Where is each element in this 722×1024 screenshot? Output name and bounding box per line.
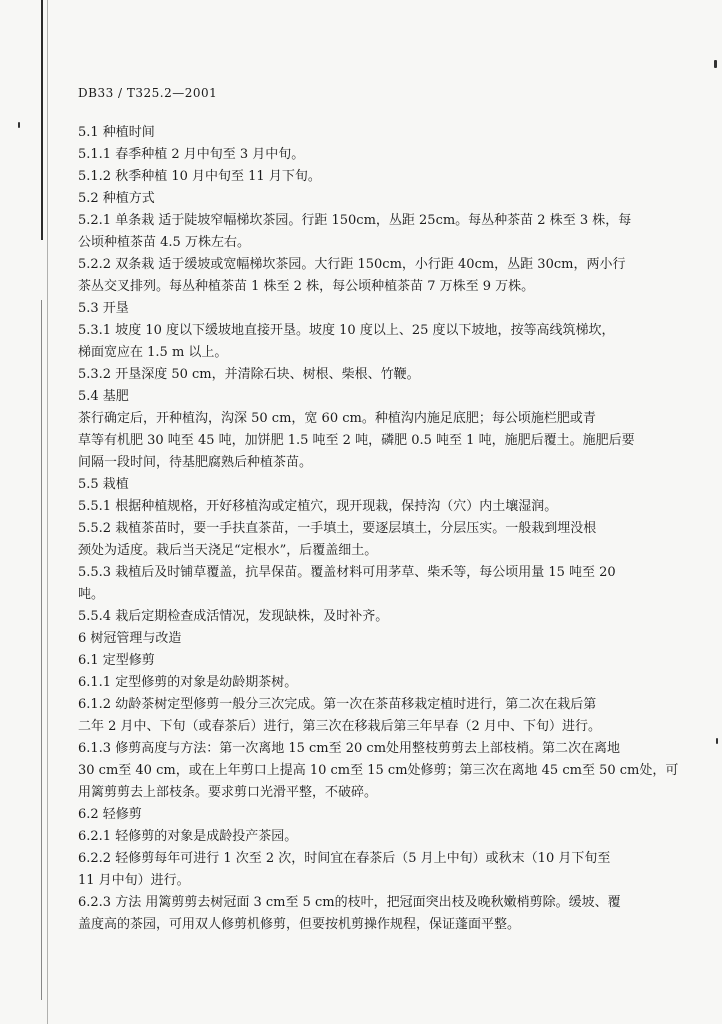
section-heading-5-5: 5.5 栽植 xyxy=(78,477,129,492)
clause-5-1-1: 5.1.1 春季种植 2 月中旬至 3 月中旬。 xyxy=(78,147,305,162)
document-body xyxy=(78,122,679,936)
scan-speck xyxy=(18,122,20,128)
section-heading-5-4: 5.4 基肥 xyxy=(78,389,129,404)
clause-6-1-2: 6.1.2 幼龄茶树定型修剪一般分三次完成。第一次在茶苗移栽定植时进行，第二次在栽后第 xyxy=(78,697,597,712)
scan-artifact-left-edge-lower xyxy=(41,300,42,1000)
document-header: DB33 / T325.2—2001 xyxy=(78,86,218,100)
section-heading-5-1: 5.1 种植时间 xyxy=(78,125,155,140)
clause-5-3-1-cont: 梯面宽应在 1.5 m 以上。 xyxy=(78,345,228,360)
paragraph-5-4-cont: 间隔一段时间，待基肥腐熟后种植茶苗。 xyxy=(78,455,313,470)
clause-6-2-3: 6.2.3 方法 用篱剪剪去树冠面 3 cm至 5 cm的枝叶，把冠面突出枝及晚秋嫩梢剪除。缓坡、覆 xyxy=(78,895,621,910)
clause-6-2-1: 6.2.1 轻修剪的对象是成龄投产茶园。 xyxy=(78,829,298,844)
clause-5-3-1: 5.3.1 坡度 10 度以下缓坡地直接开垦。坡度 10 度以上、25 度以下坡地，按等高线筑梯坎， xyxy=(78,323,615,338)
clause-6-1-3: 6.1.3 修剪高度与方法：第一次离地 15 cm至 20 cm处用整枝剪剪去上部枝梢。第二次在离地 xyxy=(78,741,621,756)
clause-5-5-2: 5.5.2 栽植茶苗时，要一手扶直茶苗，一手填土，要逐层填土，分层压实。一般栽到埋没根 xyxy=(78,521,597,536)
clause-5-2-1-cont: 公顷种植茶苗 4.5 万株左右。 xyxy=(78,235,250,250)
scan-artifact-inner-edge xyxy=(47,0,48,1024)
clause-6-1-3-cont: 30 cm至 40 cm，或在上年剪口上提高 10 cm至 15 cm处修剪；第三次在离地 45 cm至 50 cm处，可 xyxy=(78,763,679,778)
section-heading-5-3: 5.3 开垦 xyxy=(78,301,129,316)
clause-6-2-2-cont: 11 月中旬）进行。 xyxy=(78,873,190,888)
clause-6-2-3-cont: 盖度高的茶园，可用双人修剪机修剪，但要按机剪操作规程，保证蓬面平整。 xyxy=(78,917,521,932)
clause-5-5-3-cont: 吨。 xyxy=(78,587,105,602)
clause-6-1-2-cont: 二年 2 月中、下旬（或春茶后）进行，第三次在移栽后第三年早春（2 月中、下旬）进行。 xyxy=(78,719,601,734)
scan-speck xyxy=(716,738,718,744)
clause-5-2-2-cont: 茶丛交叉排列。每丛种植茶苗 1 株至 2 株，每公顷种植茶苗 7 万株至 9 万株。 xyxy=(78,279,535,294)
clause-5-5-4: 5.5.4 栽后定期检查成活情况，发现缺株，及时补齐。 xyxy=(78,609,389,624)
clause-5-5-3: 5.5.3 栽植后及时铺草覆盖，抗旱保苗。覆盖材料可用茅草、柴禾等，每公顷用量 15 吨至 20 xyxy=(78,565,616,580)
clause-5-5-2-cont: 颈处为适度。栽后当天浇足“定根水”，后覆盖细土。 xyxy=(78,543,378,558)
paragraph-5-4-cont: 草等有机肥 30 吨至 45 吨，加饼肥 1.5 吨至 2 吨，磷肥 0.5 吨至 1 吨，施肥后覆土。施肥后要 xyxy=(78,433,635,448)
section-heading-5-2: 5.2 种植方式 xyxy=(78,191,155,206)
scan-speck xyxy=(714,60,717,68)
clause-5-3-2: 5.3.2 开垦深度 50 cm，并清除石块、树根、柴根、竹鞭。 xyxy=(78,367,420,382)
clause-5-5-1: 5.5.1 根据种植规格，开好移植沟或定植穴，现开现栽，保持沟（穴）内土壤湿润。 xyxy=(78,499,558,514)
section-heading-6: 6 树冠管理与改造 xyxy=(78,631,182,646)
clause-5-1-2: 5.1.2 秋季种植 10 月中旬至 11 月下旬。 xyxy=(78,169,321,184)
scan-artifact-left-edge xyxy=(41,0,43,240)
clause-6-1-1: 6.1.1 定型修剪的对象是幼龄期茶树。 xyxy=(78,675,298,690)
clause-6-1-3-cont: 用篱剪剪去上部枝条。要求剪口光滑平整，不破碎。 xyxy=(78,785,378,800)
clause-5-2-1: 5.2.1 单条栽 适于陡坡窄幅梯坎茶园。行距 150cm，丛距 25cm。每丛种茶苗 2 株至 3 株，每 xyxy=(78,213,632,228)
section-heading-6-2: 6.2 轻修剪 xyxy=(78,807,142,822)
section-heading-6-1: 6.1 定型修剪 xyxy=(78,653,155,668)
clause-6-2-2: 6.2.2 轻修剪每年可进行 1 次至 2 次，时间宜在春茶后（5 月上中旬）或秋末（10 月下旬至 xyxy=(78,851,611,866)
paragraph-5-4: 茶行确定后，开种植沟，沟深 50 cm，宽 60 cm。种植沟内施足底肥；每公顷施栏肥或青 xyxy=(78,411,596,426)
clause-5-2-2: 5.2.2 双条栽 适于缓坡或宽幅梯坎茶园。大行距 150cm，小行距 40cm，丛距 30cm，两小行 xyxy=(78,257,626,272)
